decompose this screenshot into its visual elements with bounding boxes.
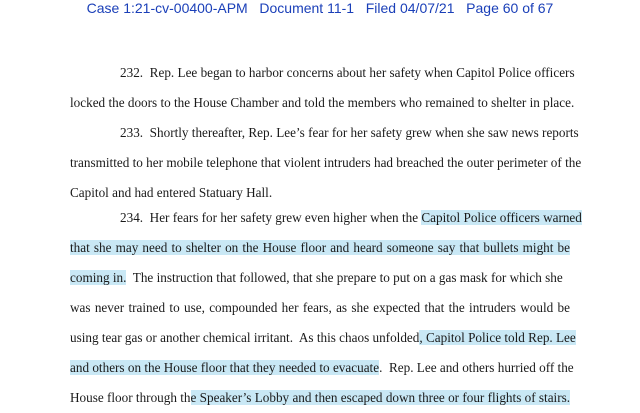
- paragraph-234: [70, 203, 582, 413]
- paragraph-number: 234.: [120, 210, 144, 225]
- paragraph-233: [70, 118, 582, 208]
- paragraph-line: transmitted to her mobile telephone that violent intruders had breached the outer perimeter of the: [70, 155, 582, 170]
- highlighted-text: coming in.: [70, 270, 127, 285]
- paragraph-line: 234. Her fears for her safety grew even higher when the Capitol Police officers warned: [120, 210, 582, 225]
- highlighted-text: , Capitol Police told Rep. Lee: [419, 330, 576, 345]
- case-number: Case 1:21-cv-00400-APM: [86, 0, 248, 16]
- paragraph-line: [70, 233, 570, 263]
- paragraph-line: locked the doors to the House Chamber and told the members who remained to shelter in place.: [70, 95, 575, 110]
- paragraph-line: was never trained to use, compounded her fears, as she expected that the intruders would be: [70, 300, 570, 315]
- highlighted-text: e Speaker’s Lobby and then escaped down three or four flights of stairs.: [190, 390, 571, 405]
- paragraph-number: 232.: [120, 65, 144, 80]
- paragraph-line: coming in. The instruction that followed, that she prepare to put on a gas mask for which she: [70, 270, 563, 285]
- highlighted-text: that she may need to shelter on the House floor and heard someone say that bullets might be: [70, 240, 570, 255]
- highlighted-text: Capitol Police officers warned: [421, 210, 582, 225]
- paragraph-line: 232. Rep. Lee began to harbor concerns about her safety when Capitol Police officers: [120, 65, 575, 80]
- document-number: Document 11-1: [259, 0, 355, 16]
- paragraph-line: Capitol and had entered Statuary Hall.: [70, 185, 273, 200]
- highlighted-text: and others on the House floor that they needed to evacuate: [70, 360, 380, 375]
- filed-date: Filed 04/07/21: [365, 0, 455, 16]
- paragraph-number: 233.: [120, 125, 144, 140]
- case-header: [0, 0, 640, 16]
- paragraph-line: using tear gas or another chemical irritant. As this chaos unfolded, Capitol Police told Rep. Lee: [70, 330, 576, 345]
- paragraph-line: House floor through the Speaker’s Lobby and then escaped down three or four flights of stairs.: [70, 390, 571, 405]
- paragraph-232: [70, 58, 575, 118]
- page-number: Page 60 of 67: [466, 0, 554, 16]
- paragraph-line: 233. Shortly thereafter, Rep. Lee’s fear for her safety grew when she saw news reports: [120, 125, 579, 140]
- paragraph-line: and others on the House floor that they needed to evacuate. Rep. Lee and others hurried off the: [70, 360, 574, 375]
